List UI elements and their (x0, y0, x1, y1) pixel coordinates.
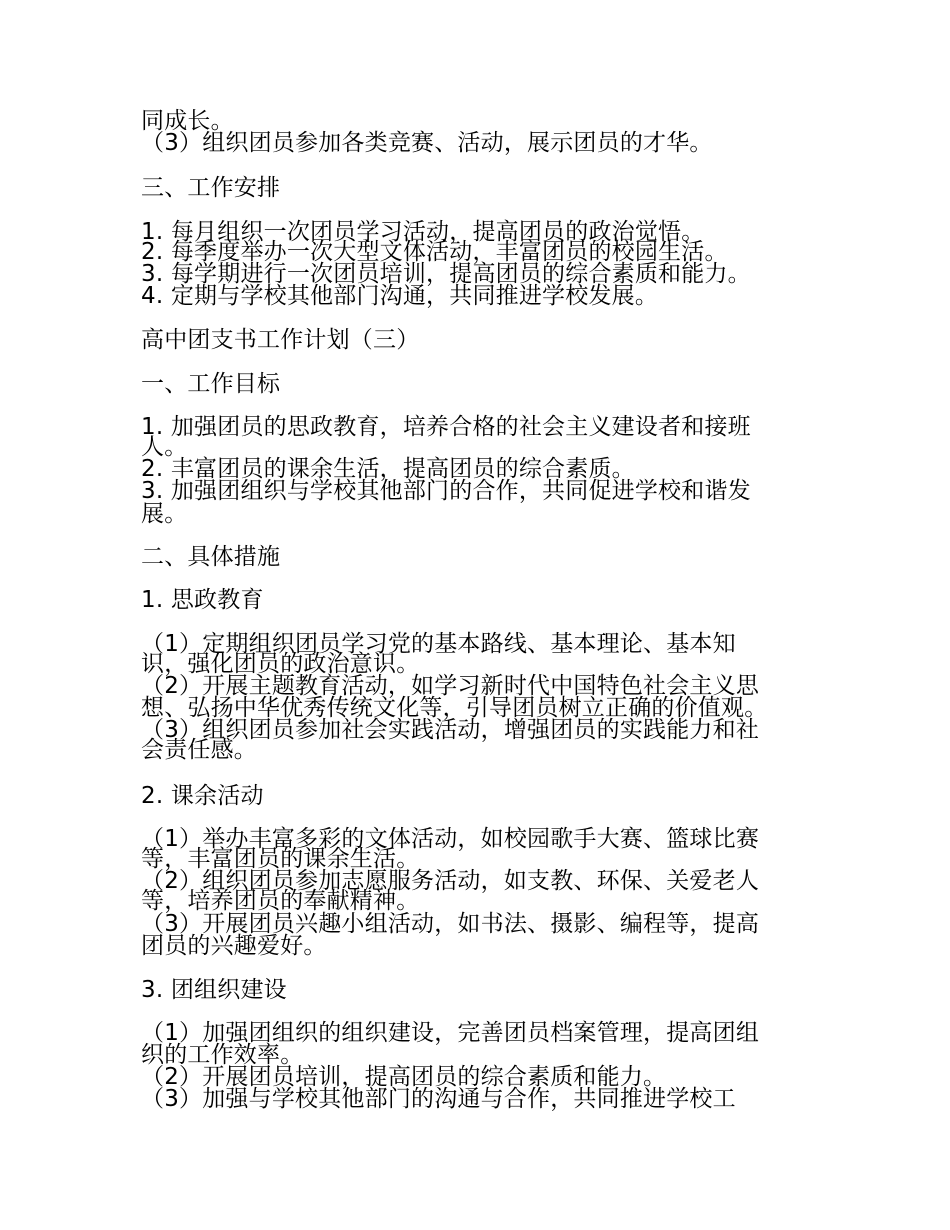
section-heading: 二、具体措施 (141, 544, 281, 570)
text-line: （3）加强与学校其他部门的沟通与合作，共同推进学校工 (141, 1086, 736, 1112)
text-line: 等，培养团员的奉献精神。 (141, 888, 420, 914)
text-line: 等，丰富团员的课余生活。 (141, 846, 420, 872)
text-line: 展。 (141, 501, 188, 527)
text-line: 1. 加强团员的思政教育，培养合格的社会主义建设者和接班 (141, 414, 751, 440)
text-line: （1）定期组织团员学习党的基本路线、基本理论、基本知 (141, 631, 736, 657)
text-line: 3. 加强团组织与学校其他部门的合作，共同促进学校和谐发 (141, 478, 751, 504)
text-line: （2）开展团员培训，提高团员的综合素质和能力。 (141, 1064, 667, 1090)
subsection-heading: 2. 课余活动 (141, 783, 264, 809)
section-heading: 一、工作目标 (141, 371, 281, 397)
text-line: 1. 每月组织一次团员学习活动，提高团员的政治觉悟。 (141, 219, 705, 245)
text-line: （3）组织团员参加各类竞赛、活动，展示团员的才华。 (141, 130, 713, 156)
text-line: （2）组织团员参加志愿服务活动，如支教、环保、关爱老人 (141, 868, 760, 894)
text-line: （2）开展主题教育活动，如学习新时代中国特色社会主义思 (141, 673, 760, 699)
text-line: 2. 每季度举办一次大型文体活动，丰富团员的校园生活。 (141, 239, 728, 265)
text-line: 人。 (141, 434, 188, 460)
text-line: （1）加强团组织的组织建设，完善团员档案管理，提高团组 (141, 1020, 760, 1046)
text-line: （3）开展团员兴趣小组活动，如书法、摄影、编程等，提高 (141, 911, 760, 937)
text-line: 2. 丰富团员的课余生活，提高团员的综合素质。 (141, 456, 635, 482)
text-line: 同成长。 (141, 108, 234, 134)
text-line: 识，强化团员的政治意识。 (141, 651, 420, 677)
subsection-heading: 3. 团组织建设 (141, 977, 287, 1003)
text-line: 团员的兴趣爱好。 (141, 933, 327, 959)
subsection-heading: 1. 思政教育 (141, 587, 264, 613)
text-line: （1）举办丰富多彩的文体活动，如校园歌手大赛、篮球比赛 (141, 826, 760, 852)
text-line: 3. 每学期进行一次团员培训，提高团员的综合素质和能力。 (141, 261, 751, 287)
text-line: 想、弘扬中华优秀传统文化等，引导团员树立正确的价值观。 (141, 695, 768, 721)
text-line: 会责任感。 (141, 737, 257, 763)
document-title: 高中团支书工作计划（三） (141, 327, 420, 353)
text-line: 织的工作效率。 (141, 1042, 304, 1068)
text-line: （3）组织团员参加社会实践活动，增强团员的实践能力和社 (141, 717, 760, 743)
section-heading: 三、工作安排 (141, 175, 281, 201)
text-line: 4. 定期与学校其他部门沟通，共同推进学校发展。 (141, 283, 659, 309)
